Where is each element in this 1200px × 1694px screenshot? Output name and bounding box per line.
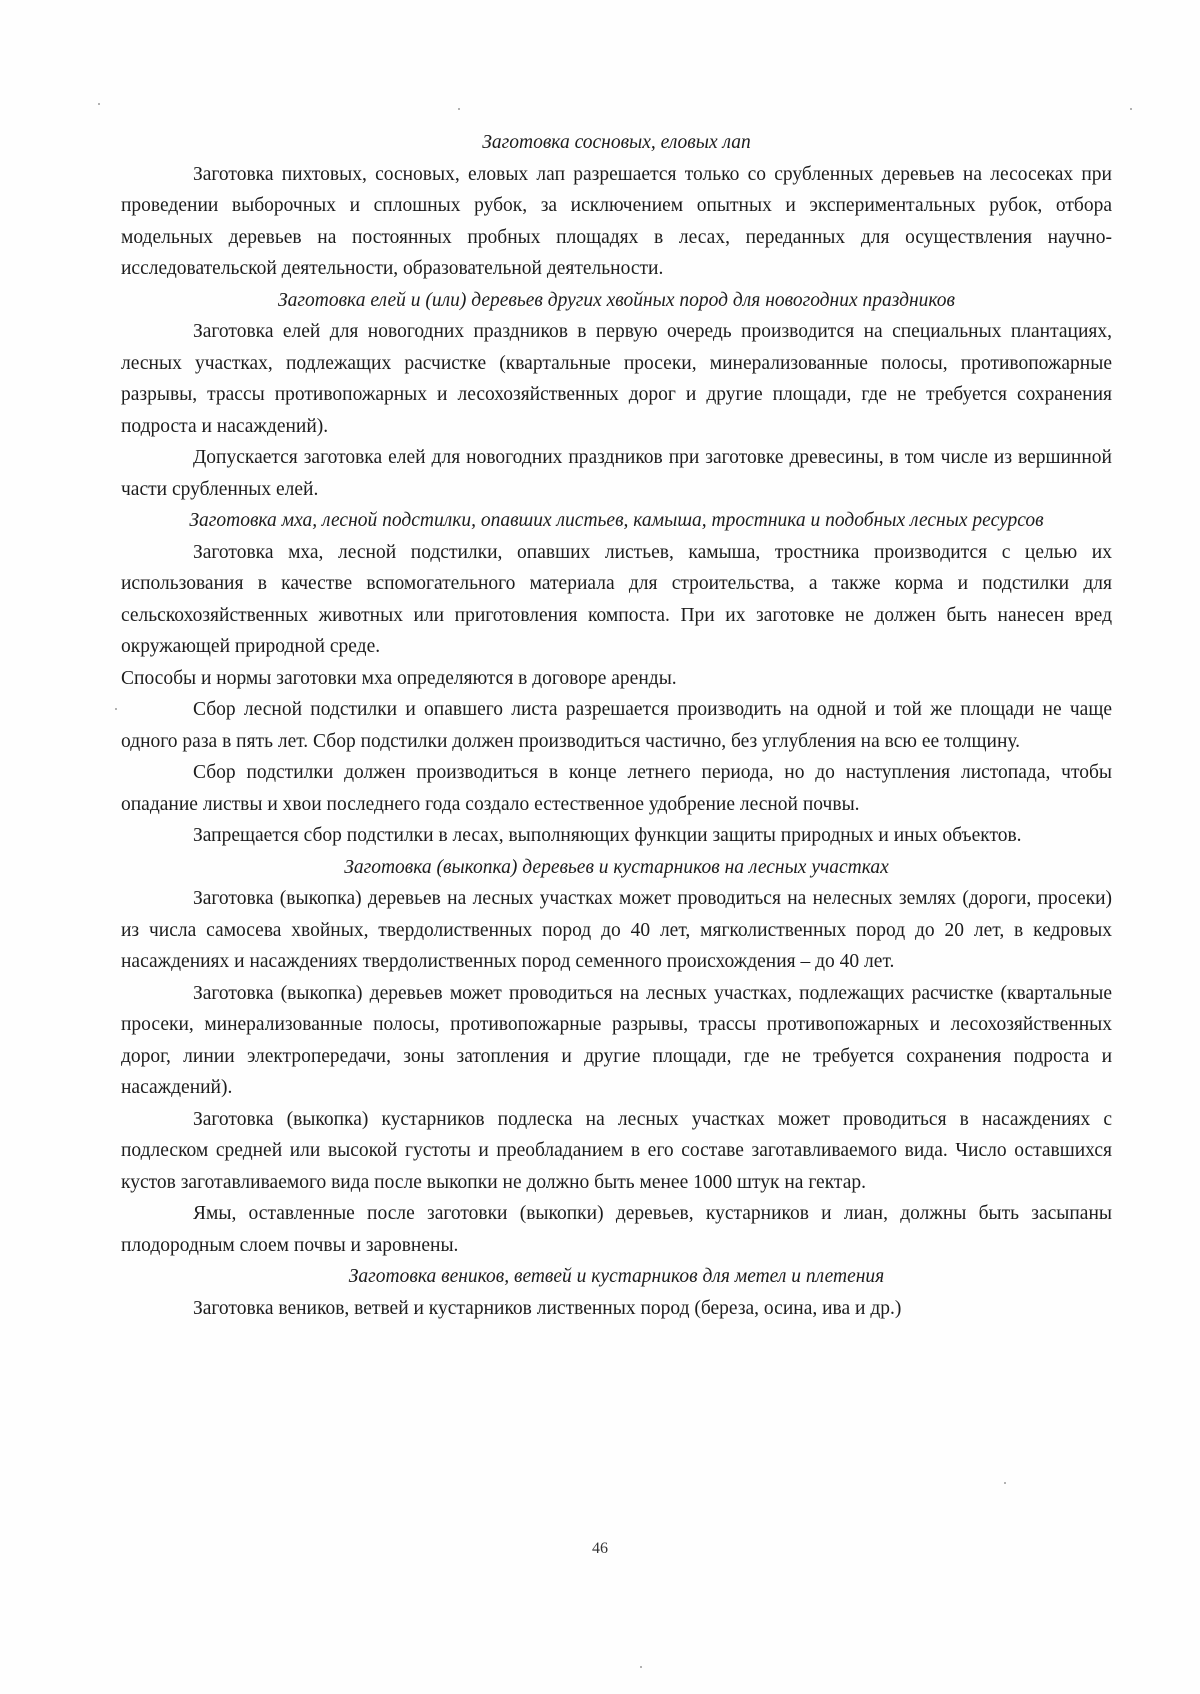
paragraph: Допускается заготовка елей для новогодних праздников при заготовке древесины, в том числе из вершинной части срубленных елей.	[121, 447, 1112, 500]
scan-speck	[98, 103, 100, 105]
paragraph: Ямы, оставленные после заготовки (выкопки) деревьев, кустарников и лиан, должны быть засыпаны плодородным слоем почвы и заровнены.	[121, 1203, 1112, 1256]
section-heading: Заготовка (выкопка) деревьев и кустарников на лесных участках	[344, 856, 889, 878]
section-heading: Заготовка сосновых, еловых лап	[482, 132, 751, 153]
scan-speck	[640, 1666, 642, 1668]
paragraph: Сбор лесной подстилки и опавшего листа разрешается производить на одной и той же площади не чаще одного раза в пять лет. Сбор подстилки должен производиться частично, без углубления на всю ее толщину.	[121, 699, 1112, 752]
paragraph: Заготовка (выкопка) кустарников подлеска на лесных участках может проводиться в насаждениях с подлеском средней или высокой густоты и преобладанием в его составе заготавливаемого вида. Число оставшихся кустов заготавливаемого вида после выкопки не должно быть менее 1000 штук на гектар.	[121, 1108, 1112, 1193]
section-heading: Заготовка веников, ветвей и кустарников для метел и плетения	[348, 1266, 885, 1287]
paragraph: Заготовка (выкопка) деревьев может проводиться на лесных участках, подлежащих расчистке (квартальные просеки, минерализованные полосы, противопожарные разрывы, трассы противопожарных и лесохозяйственных дорог, линии электропередачи, зоны затопления и другие площади, где не требуется сохранения подроста и насаждений).	[121, 982, 1112, 1098]
section-heading: Заготовка мха, лесной подстилки, опавших листьев, камыша, тростника и подобных лесных ресурсов	[189, 510, 1044, 531]
paragraph: Сбор подстилки должен производиться в конце летнего периода, но до наступления листопада, чтобы опадание листвы и хвои последнего года создало естественное удобрение лесной почвы.	[121, 762, 1112, 815]
paragraph: Заготовка веников, ветвей и кустарников лиственных пород (береза, осина, ива и др.)	[193, 1297, 902, 1319]
scan-speck	[458, 108, 460, 110]
scan-speck	[1130, 108, 1132, 110]
paragraph: Заготовка (выкопка) деревьев на лесных участках может проводиться на нелесных землях (дороги, просеки) из числа самосева хвойных, твердолиственных пород до 40 лет, мягколиственных пород до 20 лет, в кедровых насаждениях и насаждениях твердолиственных пород семенного происхождения – до 40 лет.	[121, 888, 1112, 972]
paragraph: Запрещается сбор подстилки в лесах, выполняющих функции защиты природных и иных объектов.	[193, 825, 1022, 846]
paragraph: Заготовка мха, лесной подстилки, опавших листьев, камыша, тростника производится с целью их использования в качестве вспомогательного материала для строительства, а также корма и подстилки для сельскохозяйственных животных или приготовления компоста. При их заготовке не должен быть нанесен вред окружающей природной среде.	[121, 541, 1112, 657]
paragraph: Способы и нормы заготовки мха определяются в договоре аренды.	[121, 667, 677, 689]
paragraph: Заготовка пихтовых, сосновых, еловых лап разрешается только со срубленных деревьев на лесосеках при проведении выборочных и сплошных рубок, за исключением опытных и экспериментальных рубок, отбора модельных деревьев на постоянных пробных площадях в лесах, переданных для осуществления научно-исследовательской деятельности, образовательной деятельности.	[121, 163, 1112, 279]
document-body	[121, 127, 1112, 1324]
section-heading: Заготовка елей и (или) деревьев других хвойных пород для новогодних праздников	[278, 289, 955, 311]
paragraph: Заготовка елей для новогодних праздников в первую очередь производится на специальных плантациях, лесных участках, подлежащих расчистке (квартальные просеки, минерализованные полосы, противопожарные разрывы, трассы противопожарных и лесохозяйственных дорог и другие площади, где не требуется сохранения подроста и насаждений).	[121, 321, 1112, 437]
page-number: 46	[592, 1540, 608, 1557]
scan-speck	[1004, 1482, 1006, 1484]
scan-speck	[115, 708, 117, 710]
